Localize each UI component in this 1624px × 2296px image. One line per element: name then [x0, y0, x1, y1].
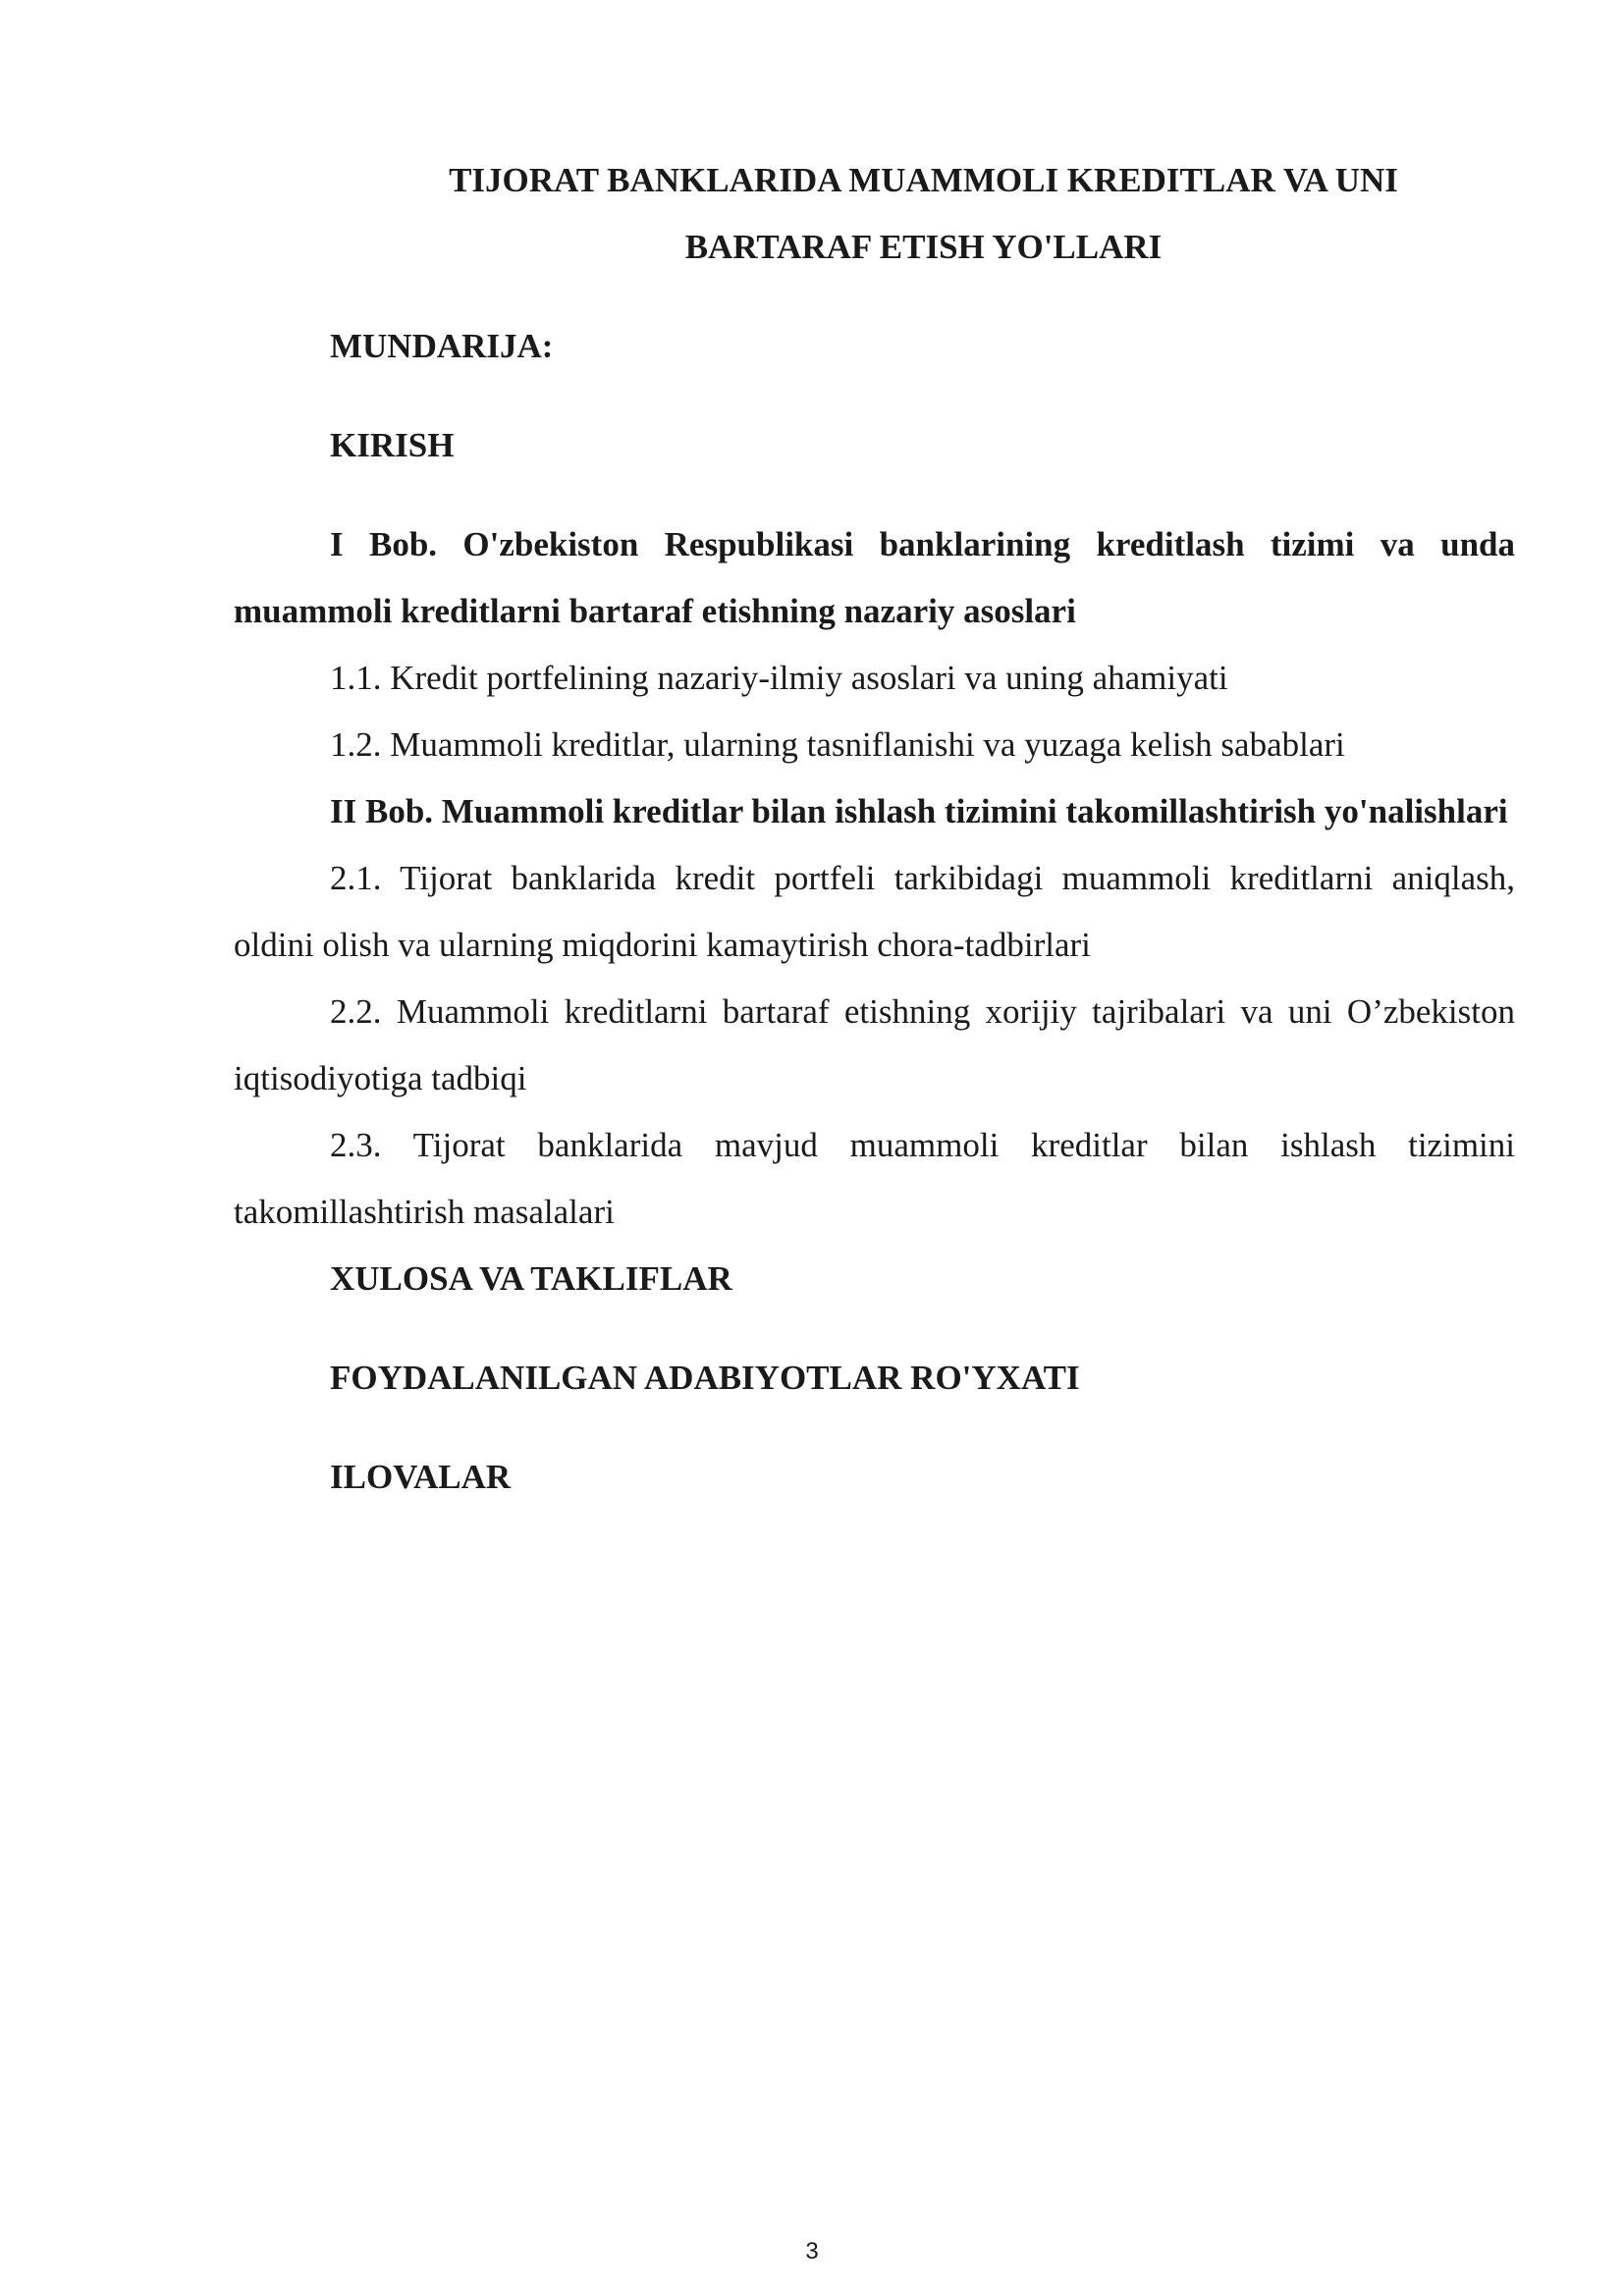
toc-item-2-2: 2.2. Muammoli kreditlarni bartaraf etishning xorijiy tajribalari va uni O’zbekiston iqtisodiyotiga tadbiqi: [234, 992, 1515, 1097]
toc-references: FOYDALANILGAN ADABIYOTLAR RO'YXATI: [330, 1359, 1080, 1397]
toc-chapter-1-title: I Bob. O'zbekiston Respublikasi banklarining kreditlash tizimi va unda muammoli kreditlarni bartaraf etishning nazariy asoslari: [234, 525, 1515, 630]
document-title: [234, 147, 1515, 281]
title-line-2: BARTARAF ETISH YO'LLARI: [684, 228, 1163, 266]
document-content: [234, 147, 1515, 1511]
toc-appendices: ILOVALAR: [330, 1458, 512, 1496]
page-number: 3: [805, 2238, 819, 2265]
toc-heading: MUNDARIJA:: [330, 327, 554, 365]
title-line-1: TIJORAT BANKLARIDA MUAMMOLI KREDITLAR VA UNI: [449, 161, 1398, 199]
toc-chapter-2-title: II Bob. Muammoli kreditlar bilan ishlash tizimini takomillashtirish yo'nalishlari: [330, 792, 1508, 830]
toc-intro: KIRISH: [330, 426, 455, 464]
toc-item-1-2: 1.2. Muammoli kreditlar, ularning tasniflanishi va yuzaga kelish sabablari: [330, 725, 1345, 764]
toc-item-1-1: 1.1. Kredit portfelining nazariy-ilmiy asoslari va uning ahamiyati: [330, 659, 1228, 697]
toc-item-2-3: 2.3. Tijorat banklarida mavjud muammoli kreditlar bilan ishlash tizimini takomillashtirish masalalari: [234, 1126, 1515, 1231]
toc-item-2-1: 2.1. Tijorat banklarida kredit portfeli tarkibidagi muammoli kreditlarni aniqlash, oldini olish va ularning miqdorini kamaytirish chora-tadbirlari: [234, 859, 1515, 964]
toc-conclusion: XULOSA VA TAKLIFLAR: [330, 1259, 732, 1298]
